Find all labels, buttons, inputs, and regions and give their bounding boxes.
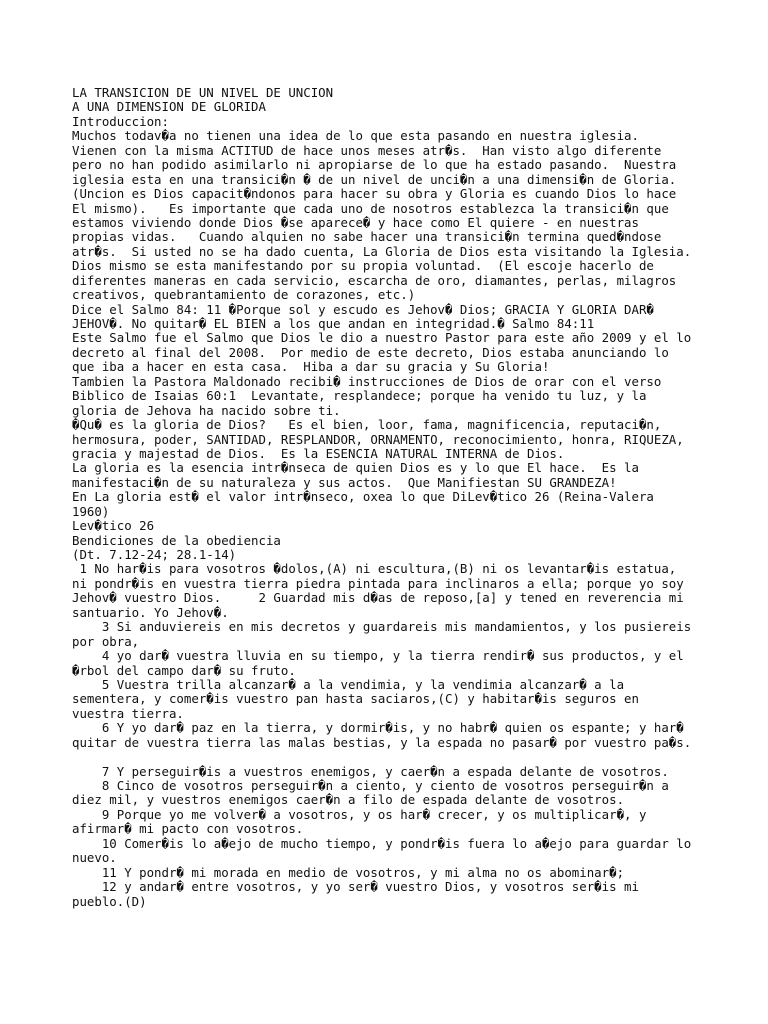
text-line: Este Salmo fue el Salmo que Dios le dio a nuestro Pastor para este año 2009 y el lo [72, 330, 692, 346]
text-line: creativos, quebrantamiento de corazones, etc.) [72, 287, 416, 303]
text-line: quitar de vuestra tierra las malas bestias, y la espada no pasar� por vuestro pa�s. [72, 734, 692, 750]
text-line: pero no han podido asimilarlo ni apropiarse de lo que ha estado pasando. Nuestra [72, 157, 677, 173]
text-line: Muchos todav�a no tienen una idea de lo que esta pasando en nuestra iglesia. [72, 128, 639, 144]
text-line: Vienen con la misma ACTITUD de hace unos meses atr�s. Han visto algo diferente [72, 142, 662, 158]
text-line: estamos viviendo donde Dios �se aparece� y hace como El quiere - en nuestras [72, 214, 639, 230]
text-line: decreto al final del 2008. Por medio de este decreto, Dios estaba anunciando lo [72, 344, 669, 360]
text-line: nuevo. [72, 850, 117, 866]
text-line: 8 Cinco de vosotros perseguir�n a ciento, y ciento de vosotros perseguir�n a [72, 778, 669, 793]
text-line: LA TRANSICION DE UN NIVEL DE UNCION [72, 85, 334, 100]
text-line: 12 y andar� entre vosotros, y yo ser� vuestro Dios, y vosotros ser�is mi [72, 879, 639, 895]
text-line [72, 750, 732, 764]
text-line: 11 Y pondr� mi morada en medio de vosotros, y mi alma no os abominar�; [72, 864, 625, 880]
text-line: diez mil, y vuestros enemigos caer�n a filo de espada delante de vosotros. [72, 792, 625, 808]
text-line: 3 Si anduviereis en mis decretos y guardareis mis mandamientos, y los pusiereis [72, 619, 692, 635]
text-line: hermosura, poder, SANTIDAD, RESPLANDOR, ORNAMENTO, reconocimiento, honra, RIQUEZA, [72, 431, 684, 447]
text-line: La gloria es la esencia intr�nseca de quien Dios es y lo que El hace. Es la [72, 460, 639, 476]
text-line: pueblo.(D) [72, 893, 147, 909]
text-line: sementera, y comer�is vuestro pan hasta saciaros,(C) y habitar�is seguros en [72, 691, 639, 707]
text-line: Dios mismo se esta manifestando por su propia voluntad. (El escoje hacerlo de [72, 258, 654, 274]
text-line: Dice el Salmo 84: 11 �Porque sol y escudo es Jehov� Dios; GRACIA Y GLORIA DAR� [72, 301, 654, 317]
text-line: manifestaci�n de su naturaleza y sus actos. Que Manifiestan SU GRANDEZA! [72, 474, 617, 490]
text-line: 4 yo dar� vuestra lluvia en su tiempo, y la tierra rendir� sus productos, y el [72, 648, 684, 664]
text-line: Bendiciones de la obediencia [72, 532, 281, 548]
text-line: (Dt. 7.12-24; 28.1-14) [72, 547, 237, 562]
text-line: atr�s. Si usted no se ha dado cuenta, La Gloria de Dios esta visitando la Iglesia. [72, 243, 692, 259]
text-line: 5 Vuestra trilla alcanzar� a la vendimia, y la vendimia alcanzar� a la [72, 676, 625, 692]
text-line: santuario. Yo Jehov�. [72, 604, 229, 620]
text-line: 1 No har�is para vosotros �dolos,(A) ni escultura,(B) ni os levantar�is estatua, [72, 561, 677, 577]
text-line: Tambien la Pastora Maldonado recibi� instrucciones de Dios de orar con el verso [72, 373, 662, 389]
text-line: 1960) [72, 503, 110, 519]
text-line: por obra, [72, 633, 140, 649]
text-line: �Qu� es la gloria de Dios? Es el bien, loor, fama, magnificencia, reputaci�n, [72, 417, 662, 433]
text-line: ni pondr�is en vuestra tierra piedra pintada para inclinaros a ella; porque yo soy [72, 575, 684, 591]
text-line: �rbol del campo dar� su fruto. [72, 662, 296, 678]
text-line: 9 Porque yo me volver� a vosotros, y os har� crecer, y os multiplicar�, y [72, 806, 647, 822]
text-line: A UNA DIMENSION DE GLORIDA [72, 99, 266, 115]
text-line: 6 Y yo dar� paz en la tierra, y dormir�is, y no habr� quien os espante; y har� [72, 720, 684, 736]
text-line: (Uncion es Dios capacit�ndonos para hacer su obra y Gloria es cuando Dios lo hace [72, 186, 677, 202]
text-line: iglesia esta en una transici�n � de un nivel de unci�n a una dimensi�n de Gloria. [72, 171, 677, 187]
text-line: Introduccion: [72, 113, 169, 129]
text-line: vuestra tierra. [72, 705, 184, 721]
document-text [72, 86, 732, 909]
text-line: 7 Y perseguir�is a vuestros enemigos, y caer�n a espada delante de vosotros. [72, 763, 669, 779]
text-line: En La gloria est� el valor intr�nseco, oxea lo que DiLev�tico 26 (Reina-Valera [72, 489, 654, 505]
text-line: Biblico de Isaias 60:1 Levantate, resplandece; porque ha venido tu luz, y la [72, 388, 647, 404]
text-line: El mismo). Es importante que cada uno de nosotros establezca la transici�n que [72, 200, 669, 216]
text-line: JEHOV�. No quitar� EL BIEN a los que andan en integridad.� Salmo 84:11 [72, 316, 595, 331]
text-line: que iba a hacer en esta casa. Hiba a dar su gracia y Su Gloria! [72, 359, 550, 375]
text-line: diferentes maneras en cada servicio, escarcha de oro, diamantes, perlas, milagros [72, 272, 677, 288]
text-line: gloria de Jehova ha nacido sobre ti. [72, 402, 341, 418]
text-line: Jehov� vuestro Dios. 2 Guardad mis d�as de reposo,[a] y tened en reverencia mi [72, 590, 684, 606]
text-line: 10 Comer�is lo a�ejo de mucho tiempo, y pondr�is fuera lo a�ejo para guardar lo [72, 835, 692, 851]
text-line: afirmar� mi pacto con vosotros. [72, 821, 304, 837]
text-line: propias vidas. Cuando alquien no sabe hacer una transici�n termina qued�ndose [72, 229, 662, 245]
text-line: gracia y majestad de Dios. Es la ESENCIA NATURAL INTERNA de Dios. [72, 445, 565, 461]
text-line: Lev�tico 26 [72, 518, 155, 534]
